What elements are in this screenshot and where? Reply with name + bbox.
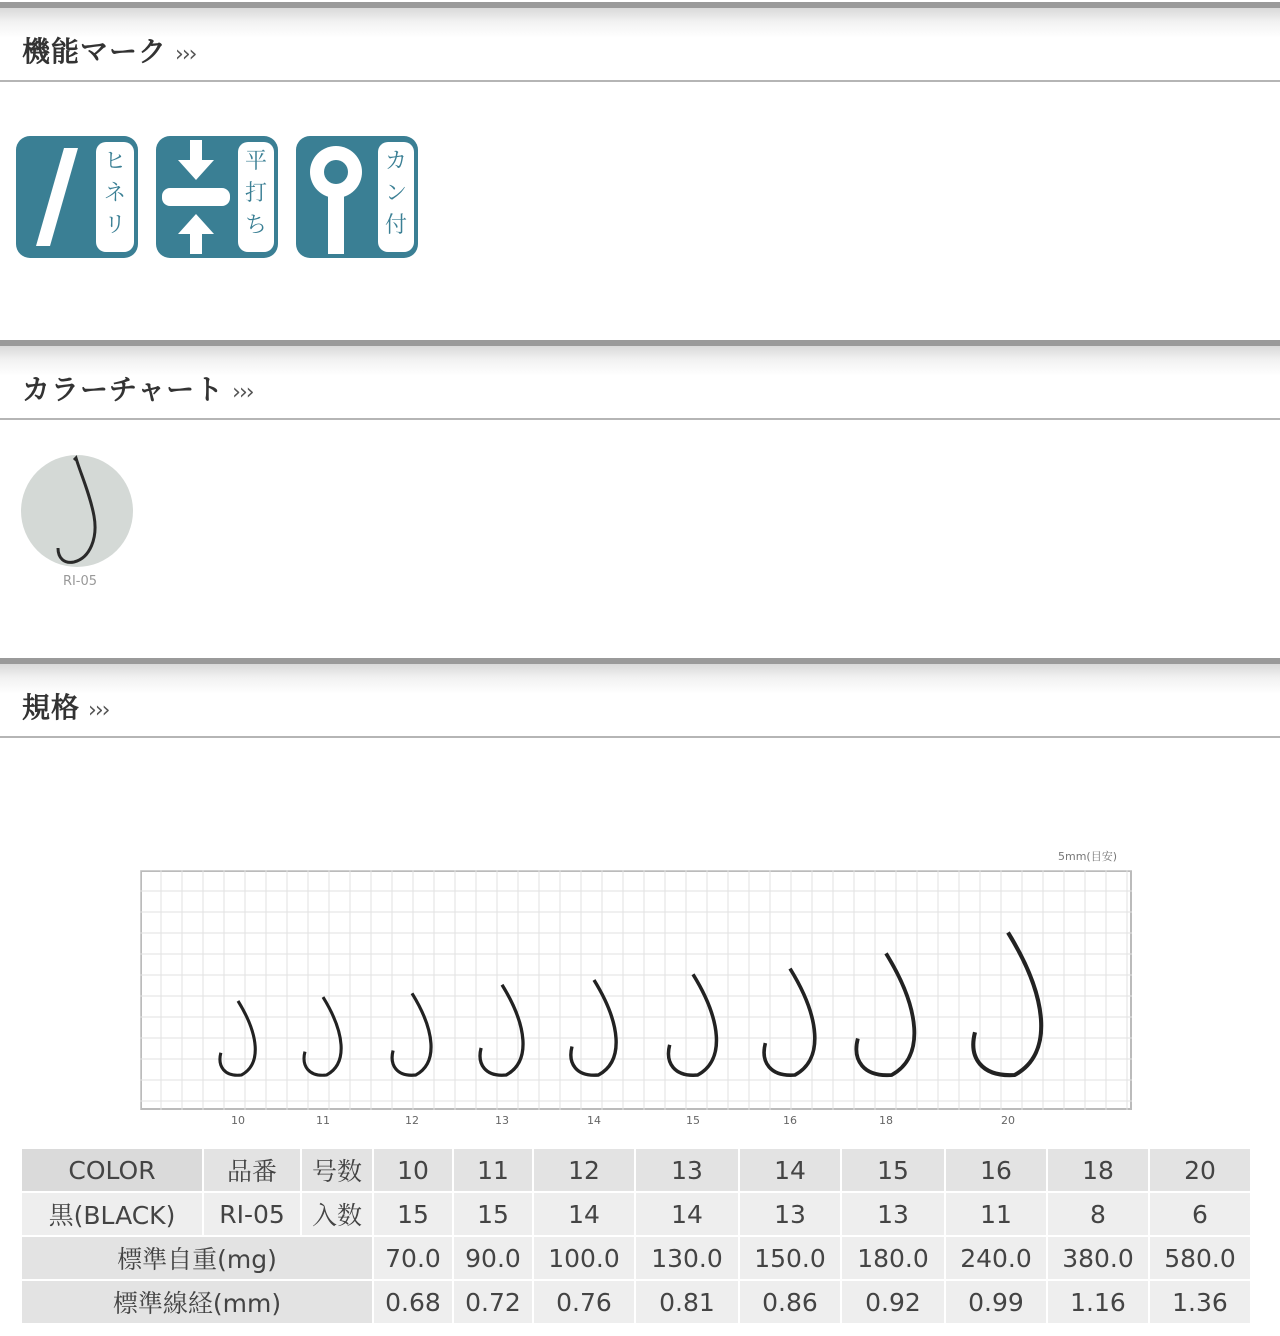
twist-mark: [14, 134, 140, 260]
eye-ring-mark: [294, 134, 420, 260]
quantity-header: 入数: [301, 1192, 373, 1236]
twist-label-1: ヒ: [103, 149, 127, 174]
size-cell: 15: [841, 1148, 945, 1192]
diameter-header: 標準線経(mm): [21, 1280, 373, 1324]
hook-size-label: 11: [316, 1114, 330, 1127]
section-title: 規格 ›››: [22, 691, 109, 724]
quantity-cell: 11: [945, 1192, 1047, 1236]
size-cell: 12: [533, 1148, 635, 1192]
table-row: [21, 1192, 1251, 1236]
hook-size-label: 18: [879, 1114, 893, 1127]
svg-text:ち: ち: [244, 213, 268, 238]
size-cell: 18: [1047, 1148, 1149, 1192]
quantity-cell: 15: [373, 1192, 453, 1236]
size-cell: 11: [453, 1148, 533, 1192]
quantity-cell: 13: [739, 1192, 841, 1236]
color-header: COLOR: [21, 1148, 203, 1192]
weight-cell: 70.0: [373, 1236, 453, 1280]
diameter-cell: 0.68: [373, 1280, 453, 1324]
quantity-cell: 14: [533, 1192, 635, 1236]
weight-cell: 130.0: [635, 1236, 739, 1280]
hook-size-label: 10: [231, 1114, 245, 1127]
hook-size-label: 12: [405, 1114, 419, 1127]
table-row: [21, 1148, 1251, 1192]
weight-header: 標準自重(mg): [21, 1236, 373, 1280]
size-cell: 20: [1149, 1148, 1251, 1192]
swatch-label: RI-05: [62, 574, 98, 589]
hook-size-label: 15: [686, 1114, 700, 1127]
weight-cell: 180.0: [841, 1236, 945, 1280]
section-title: 機能マーク ›››: [22, 35, 196, 68]
quantity-cell: 8: [1047, 1192, 1149, 1236]
hook-size-label: 16: [783, 1114, 797, 1127]
twist-label-3: リ: [103, 213, 127, 238]
hook-size-label: 20: [1001, 1114, 1015, 1127]
quantity-cell: 15: [453, 1192, 533, 1236]
size-header: 号数: [301, 1148, 373, 1192]
diameter-cell: 0.92: [841, 1280, 945, 1324]
weight-cell: 380.0: [1047, 1236, 1149, 1280]
size-cell: 16: [945, 1148, 1047, 1192]
weight-cell: 150.0: [739, 1236, 841, 1280]
twist-label-2: ネ: [103, 181, 127, 206]
color-cell: 黒(BLACK): [21, 1192, 203, 1236]
spec-table: [20, 1147, 1252, 1325]
scale-note: 5mm(目安): [1058, 850, 1118, 863]
weight-cell: 580.0: [1149, 1236, 1251, 1280]
size-cell: 14: [739, 1148, 841, 1192]
table-row: [21, 1280, 1251, 1324]
weight-cell: 100.0: [533, 1236, 635, 1280]
hook-size-diagram: [140, 870, 1132, 1110]
size-cell: 10: [373, 1148, 453, 1192]
diameter-cell: 0.76: [533, 1280, 635, 1324]
quantity-cell: 14: [635, 1192, 739, 1236]
quantity-cell: 13: [841, 1192, 945, 1236]
svg-text:カ: カ: [384, 149, 408, 174]
diameter-cell: 1.16: [1047, 1280, 1149, 1324]
svg-text:付: 付: [384, 213, 408, 238]
size-cell: 13: [635, 1148, 739, 1192]
hook-size-label: 13: [495, 1114, 509, 1127]
flat-press-mark: [154, 134, 280, 260]
color-swatch-black: [20, 454, 134, 568]
diameter-cell: 1.36: [1149, 1280, 1251, 1324]
diameter-cell: 0.86: [739, 1280, 841, 1324]
section-header-color-chart: [0, 340, 1280, 420]
weight-cell: 240.0: [945, 1236, 1047, 1280]
table-row: [21, 1236, 1251, 1280]
section-title: カラーチャート ›››: [22, 373, 253, 406]
svg-text:平: 平: [244, 149, 268, 174]
svg-text:打: 打: [244, 181, 268, 206]
section-header-feature-marks: [0, 2, 1280, 82]
part-cell: RI-05: [203, 1192, 301, 1236]
quantity-cell: 6: [1149, 1192, 1251, 1236]
hook-size-label: 14: [587, 1114, 601, 1127]
diameter-cell: 0.72: [453, 1280, 533, 1324]
svg-text:ン: ン: [384, 181, 408, 206]
diameter-cell: 0.81: [635, 1280, 739, 1324]
diameter-cell: 0.99: [945, 1280, 1047, 1324]
section-header-spec: [0, 658, 1280, 738]
weight-cell: 90.0: [453, 1236, 533, 1280]
part-header: 品番: [203, 1148, 301, 1192]
